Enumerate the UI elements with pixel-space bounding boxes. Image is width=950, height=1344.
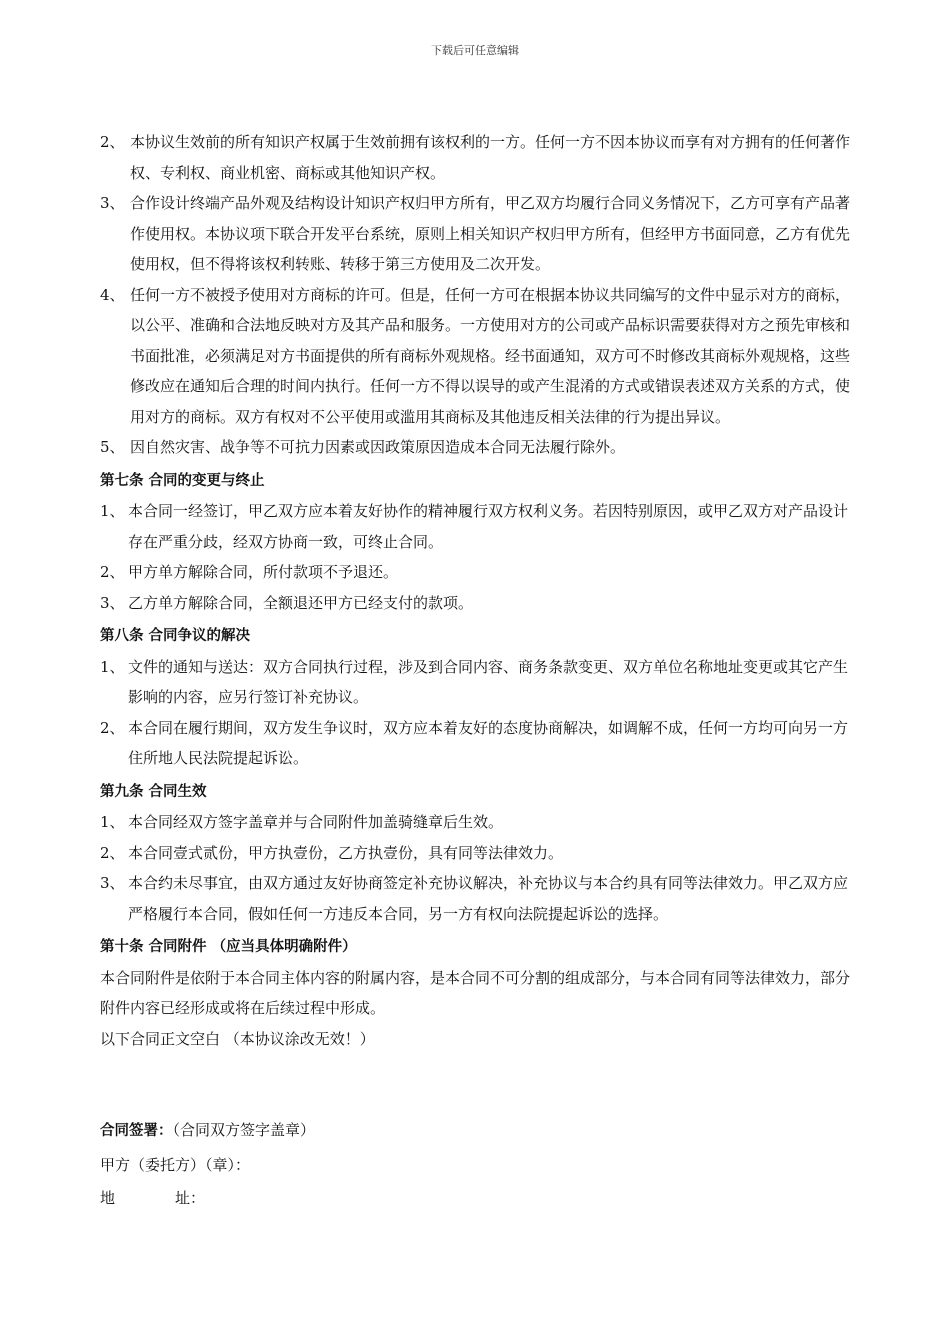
item-number: 1、: [100, 813, 125, 831]
list-item: [100, 868, 852, 929]
item-text: 本合同在履行期间，双方发生争议时，双方应本着友好的态度协商解决，如调解不成，任何一方均可向另一方住所地人民法院提起诉讼。: [128, 718, 849, 767]
signature-title: 合同签署：: [100, 1123, 173, 1139]
spacer: [100, 1054, 852, 1115]
item-text: 本合约未尽事宜，由双方通过友好协商签定补充协议解决，补充协议与本合约具有同等法律效力。甲乙双方应严格履行本合同，假如任何一方违反本合同，另一方有权向法院提起诉讼的选择。: [128, 874, 849, 923]
item-number: 3、: [100, 593, 125, 612]
item-text: 文件的通知与送达：双方合同执行过程，涉及到合同内容、商务条款变更、双方单位名称地址变更或其它产生影响的内容，应另行签订补充协议。: [128, 657, 849, 706]
address-label-first: 地: [100, 1189, 116, 1207]
ip-clauses: [100, 127, 852, 463]
item-number: 5、: [100, 438, 125, 456]
item-text: 因自然灾害、战争等不可抗力因素或因政策原因造成本合同无法履行除外。: [130, 438, 626, 456]
list-item: [100, 188, 852, 280]
item-text: 合作设计终端产品外观及结构设计知识产权归甲方所有，甲乙双方均履行合同义务情况下，乙方可享有产品著作使用权。本协议项下联合开发平台系统，原则上相关知识产权归甲方所有，但经甲方书面同意，乙方有优先使用权，但不得将该权利转账、转移于第三方使用及二次开发。: [130, 194, 851, 273]
item-number: 1、: [100, 502, 125, 520]
article-8-heading: 第八条 合同争议的解决: [100, 628, 251, 644]
list-item: [100, 557, 852, 588]
address-line: [100, 1183, 852, 1214]
item-number: 2、: [100, 563, 125, 581]
signature-note: （合同双方签字盖章）: [172, 1121, 316, 1139]
item-text: 本协议生效前的所有知识产权属于生效前拥有该权利的一方。任何一方不因本协议而享有对方拥有的任何著作权、专利权、商业机密、商标或其他知识产权。: [130, 133, 851, 182]
list-item: [100, 280, 852, 433]
article-9-heading: 第九条 合同生效: [100, 783, 207, 800]
item-number: 2、: [100, 718, 125, 737]
signature-heading: [100, 1115, 852, 1147]
item-number: 3、: [100, 194, 125, 212]
list-item: [100, 652, 852, 713]
page-header-note: 下载后可任意编辑: [431, 44, 519, 57]
item-text: 甲方单方解除合同，所付款项不予退还。: [128, 563, 399, 581]
item-text: 本合同壹式贰份，甲方执壹份，乙方执壹份，具有同等法律效力。: [128, 843, 564, 862]
item-number: 2、: [100, 843, 125, 862]
list-item: [100, 807, 852, 838]
article-10-heading: 第十条 合同附件 （应当具体明确附件）: [100, 939, 357, 955]
article-7-heading: 第七条 合同的变更与终止: [100, 472, 265, 489]
item-text: 本合同一经签订，甲乙双方应本着友好协作的精神履行双方权利义务。若因特别原因，或甲乙双方对产品设计存在严重分歧，经双方协商一致，可终止合同。: [128, 502, 849, 551]
list-item: [100, 588, 852, 619]
list-item: [100, 838, 852, 869]
item-text: 任何一方不被授予使用对方商标的许可。但是，任何一方可在根据本协议共同编写的文件中显示对方的商标，以公平、准确和合法地反映对方及其产品和服务。一方使用对方的公司或产品标识需要获得对方之预先审核和书面批准，必须满足对方书面提供的所有商标外观规格。经书面通知，双方可不时修改其商标外观规格，这些修改应在通知后合理的时间内执行。任何一方不得以误导的或产生混淆的方式或错误表述双方关系的方式，使用对方的商标。双方有权对不公平使用或滥用其商标及其他违反相关法律的行为提出异议。: [130, 285, 851, 426]
item-number: 2、: [100, 133, 125, 151]
item-text: 本合同经双方签字盖章并与合同附件加盖骑缝章后生效。: [128, 813, 504, 831]
attachment-paragraph: 本合同附件是依附于本合同主体内容的附属内容，是本合同不可分割的组成部分，与本合同有同等法律效力，部分附件内容已经形成或将在后续过程中形成。: [100, 968, 851, 1017]
item-number: 1、: [100, 657, 125, 676]
list-item: [100, 713, 852, 774]
contract-body: [100, 127, 852, 1214]
item-text: 乙方单方解除合同，全额退还甲方已经支付的款项。: [128, 593, 474, 612]
party-a-line: [100, 1150, 852, 1181]
item-number: 3、: [100, 874, 125, 892]
list-item: [100, 432, 852, 463]
address-label-second: 址：: [175, 1189, 206, 1207]
blank-note: 以下合同正文空白 （本协议涂改无效！）: [100, 1029, 375, 1048]
list-item: [100, 496, 852, 557]
list-item: [100, 127, 852, 188]
item-number: 4、: [100, 285, 125, 304]
party-a-label: 甲方（委托方）（章）：: [100, 1155, 251, 1174]
